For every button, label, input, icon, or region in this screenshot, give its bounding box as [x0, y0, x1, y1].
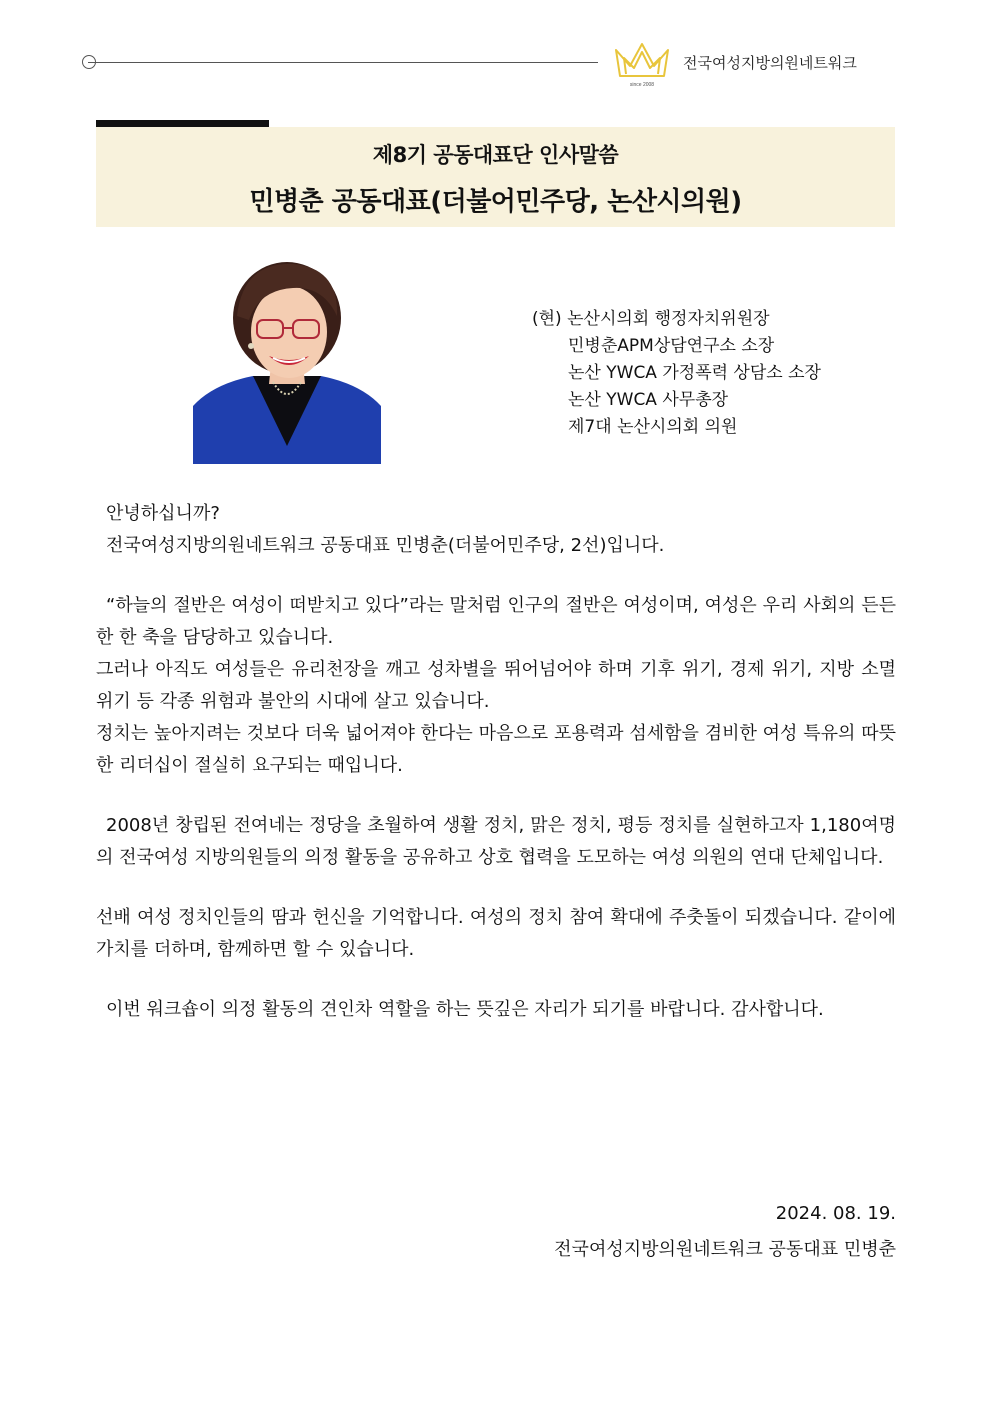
letter-date: 2024. 08. 19. — [775, 1203, 896, 1224]
header-organization: 전국여성지방의원네트워크 — [683, 54, 857, 72]
paragraph-gap — [96, 562, 896, 590]
paragraph: 이번 워크숍이 의정 활동의 견인차 역할을 하는 뜻깊은 자리가 되기를 바랍니다. 감사합니다. — [106, 999, 824, 1020]
paragraph-gap — [96, 782, 896, 810]
bio-line — [532, 306, 821, 333]
letter-signature: 전국여성지방의원네트워크 공동대표 민병춘 — [554, 1239, 896, 1260]
bio-item: 논산시의회 행정자치위원장 — [567, 309, 770, 329]
intro-paragraph: 전국여성지방의원네트워크 공동대표 민병춘(더불어민주당, 2선)입니다. — [106, 535, 665, 556]
header-divider — [88, 62, 598, 63]
portrait-photo — [193, 256, 381, 464]
bio-item: 민병춘APM상담연구소 소장 — [568, 336, 775, 356]
paragraph: 2008년 창립된 전여네는 정당을 초월하여 생활 정치, 맑은 정치, 평등 정치를 실현하고자 1,180여명의 전국여성 지방의원들의 의정 활동을 공유하고 상호 협력을 도모하는 여성 의원의 연대 단체입니다. — [96, 815, 896, 868]
bio-list — [532, 306, 821, 441]
paragraph: “하늘의 절반은 여성이 떠받치고 있다”라는 말처럼 인구의 절반은 여성이며, 여성은 우리 사회의 든든한 한 축을 담당하고 있습니다. — [96, 595, 896, 648]
logo-caption: since 2008 — [629, 82, 655, 88]
paragraph-gap — [96, 874, 896, 902]
paragraph: 선배 여성 정치인들의 땀과 헌신을 기억합니다. 여성의 정치 참여 확대에 주춧돌이 되겠습니다. 같이에 가치를 더하며, 함께하면 할 수 있습니다. — [96, 907, 896, 960]
bio-prefix: (현) — [532, 309, 562, 329]
title-box — [96, 127, 895, 227]
crown-icon — [614, 40, 670, 88]
bio-item: 제7대 논산시의회 의원 — [568, 417, 738, 437]
letter-body — [96, 498, 896, 1026]
page-title: 민병춘 공동대표(더불어민주당, 논산시의원) — [249, 187, 742, 217]
paragraph: 정치는 높아지려는 것보다 더욱 넓어져야 한다는 마음으로 포용력과 섬세함을 겸비한 여성 특유의 따뜻한 리더십이 절실히 요구되는 때입니다. — [96, 723, 896, 776]
greeting: 안녕하십니까? — [106, 503, 220, 524]
bio-item: 논산 YWCA 가정폭력 상담소 소장 — [568, 363, 821, 383]
page-subtitle: 제8기 공동대표단 인사말씀 — [372, 143, 619, 167]
title-accent-bar — [96, 120, 269, 127]
bio-item: 논산 YWCA 사무총장 — [568, 390, 729, 410]
paragraph-gap — [96, 966, 896, 994]
paragraph: 그러나 아직도 여성들은 유리천장을 깨고 성차별을 뛰어넘어야 하며 기후 위기, 경제 위기, 지방 소멸 위기 등 각종 위험과 불안의 시대에 살고 있습니다. — [96, 659, 896, 712]
